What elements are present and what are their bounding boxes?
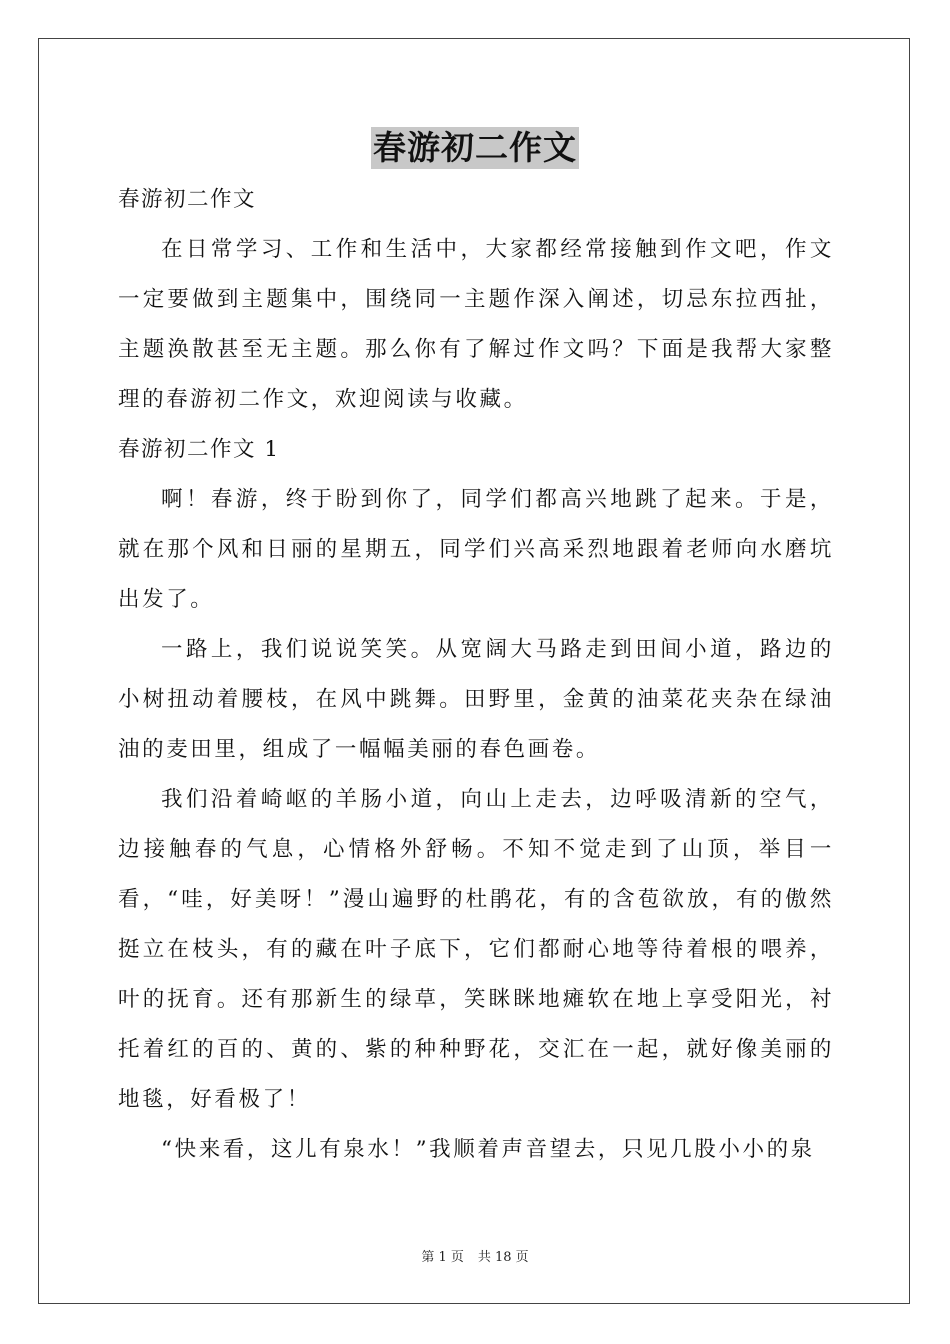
body-paragraph-2: 一路上，我们说说笑笑。从宽阔大马路走到田间小道，路边的小树扭动着腰枝，在风中跳舞。田野里，金黄的油菜花夹杂在绿油油的麦田里，组成了一幅幅美丽的春色画卷。 (118, 637, 834, 762)
body-paragraph-4: “快来看，这儿有泉水！”我顺着声音望去，只见几股小小的泉 (161, 1137, 815, 1162)
page-footer (0, 1246, 950, 1265)
section-heading: 春游初二作文 1 (118, 437, 280, 462)
document-subtitle: 春游初二作文 (118, 187, 257, 212)
total-pages: 共 18 页 (477, 1250, 529, 1265)
title-container (0, 127, 950, 169)
document-body (118, 175, 834, 1175)
intro-paragraph: 在日常学习、工作和生活中，大家都经常接触到作文吧，作文一定要做到主题集中，围绕同一主题作深入阐述，切忌东拉西扯，主题涣散甚至无主题。那么你有了解过作文吗？下面是我帮大家整理的春游初二作文，欢迎阅读与收藏。 (118, 237, 834, 412)
document-title: 春游初二作文 (373, 128, 577, 167)
body-paragraph-3: 我们沿着崎岖的羊肠小道，向山上走去，边呼吸清新的空气，边接触春的气息，心情格外舒畅。不知不觉走到了山顶，举目一看，“哇，好美呀！”漫山遍野的杜鹃花，有的含苞欲放，有的傲然挺立在枝头，有的藏在叶子底下，它们都耐心地等待着根的喂养，叶的抚育。还有那新生的绿草，笑眯眯地瘫软在地上享受阳光，衬托着红的百的、黄的、紫的种种野花，交汇在一起，就好像美丽的地毯，好看极了！ (118, 787, 834, 1112)
body-paragraph-1: 啊！春游，终于盼到你了，同学们都高兴地跳了起来。于是，就在那个风和日丽的星期五，同学们兴高采烈地跟着老师向水磨坑出发了。 (118, 487, 834, 612)
page-number: 第 1 页 (421, 1250, 464, 1265)
